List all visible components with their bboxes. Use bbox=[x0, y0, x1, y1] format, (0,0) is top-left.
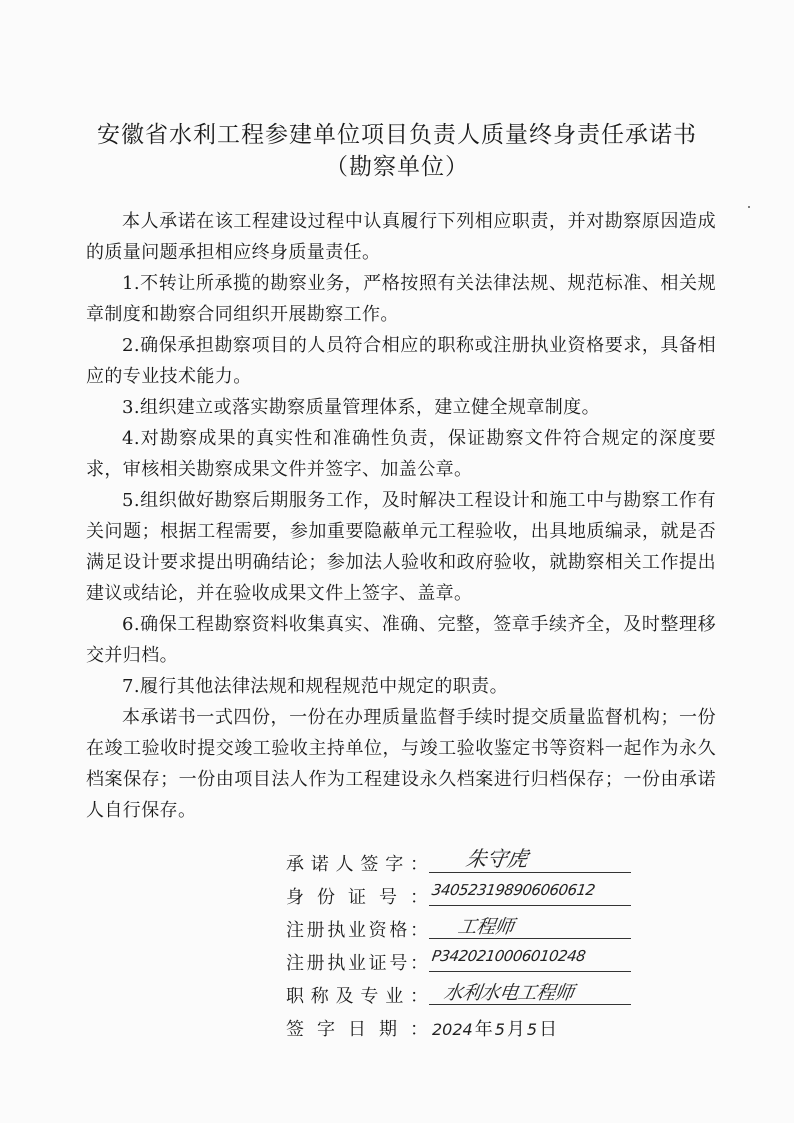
year-unit: 年 bbox=[474, 1019, 493, 1040]
id-label: 身份证号： bbox=[286, 887, 428, 908]
clause-1: 1.不转让所承揽的勘察业务，严格按照有关法律法规、规范标准、相关规章制度和勘察合同组织开展勘察工作。 bbox=[86, 273, 716, 325]
signer-underline bbox=[429, 872, 631, 873]
qualification-value: 工程师 bbox=[456, 916, 515, 938]
certificate-underline bbox=[429, 971, 631, 972]
day-unit: 日 bbox=[539, 1019, 558, 1040]
clause-4: 4.对勘察成果的真实性和准确性负责，保证勘察文件符合规定的深度要求，审核相关勘察成果文件并签字、加盖公章。 bbox=[86, 428, 716, 480]
date-year: 2024 bbox=[432, 1020, 473, 1039]
signer-row bbox=[286, 848, 646, 881]
certificate-label: 注册执业证号： bbox=[286, 953, 428, 974]
title-value: 水利水电工程师 bbox=[442, 982, 575, 1004]
id-underline bbox=[429, 905, 631, 906]
certificate-value: P3420210006010248 bbox=[430, 947, 587, 965]
copies-paragraph: 本承诺书一式四份，一份在办理质量监督手续时提交质量监督机构；一份在竣工验收时提交竣工验收主持单位，与竣工验收鉴定书等资料一起作为永久档案保存；一份由项目法人作为工程建设永久档案进行归档保存；一份由承诺人自行保存。 bbox=[86, 707, 716, 821]
date-month: 5 bbox=[494, 1020, 505, 1039]
signature-block bbox=[286, 848, 646, 1046]
document-title: 安徽省水利工程参建单位项目负责人质量终身责任承诺书 bbox=[97, 122, 697, 148]
title-row bbox=[286, 980, 646, 1013]
handwritten-signature: 朱守虎 bbox=[464, 847, 530, 871]
signer-label: 承诺人签字： bbox=[286, 854, 428, 875]
document-subtitle: （勘察单位） bbox=[325, 154, 469, 180]
date-row bbox=[286, 1013, 646, 1046]
clause-5: 5.组织做好勘察后期服务工作，及时解决工程设计和施工中与勘察工作有关问题；根据工程需要，参加重要隐蔽单元工程验收，出具地质编录，就是否满足设计要求提出明确结论；参加法人验收和政府验收，就勘察相关工作提出建议或结论，并在验收成果文件上签字、盖章。 bbox=[86, 490, 716, 604]
certificate-row bbox=[286, 947, 646, 980]
clause-7: 7.履行其他法律法规和规程规范中规定的职责。 bbox=[122, 676, 508, 697]
sign-date bbox=[432, 1015, 559, 1041]
clause-2: 2.确保承担勘察项目的人员符合相应的职称或注册执业资格要求，具备相应的专业技术能力。 bbox=[86, 335, 716, 387]
scan-speck bbox=[748, 206, 750, 208]
date-day: 5 bbox=[526, 1020, 538, 1039]
title-label: 职称及专业： bbox=[286, 986, 428, 1007]
month-unit: 月 bbox=[506, 1019, 525, 1040]
qualification-row bbox=[286, 914, 646, 947]
qualification-label: 注册执业资格： bbox=[286, 920, 428, 941]
intro-paragraph: 本人承诺在该工程建设过程中认真履行下列相应职责，并对勘察原因造成的质量问题承担相应终身质量责任。 bbox=[86, 211, 716, 263]
id-row bbox=[286, 881, 646, 914]
id-value: 340523198906060612 bbox=[430, 881, 597, 899]
clause-6: 6.确保工程勘察资料收集真实、准确、完整，签章手续齐全，及时整理移交并归档。 bbox=[86, 614, 716, 666]
document-body bbox=[86, 206, 716, 826]
clause-3: 3.组织建立或落实勘察质量管理体系，建立健全规章制度。 bbox=[122, 397, 600, 418]
date-label: 签字日期： bbox=[286, 1019, 428, 1040]
